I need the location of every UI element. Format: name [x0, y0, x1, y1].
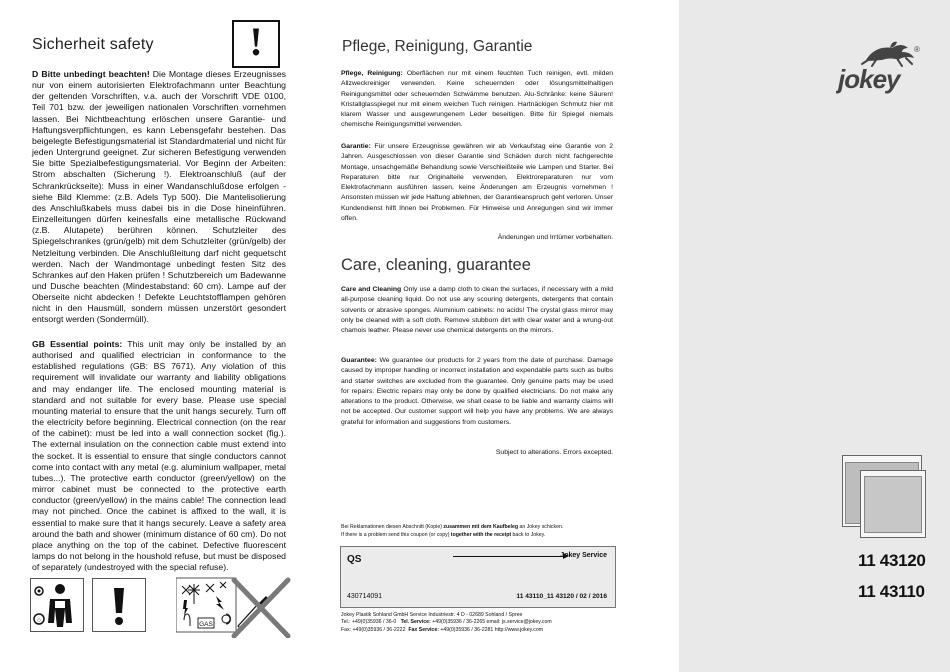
cover-panel [679, 0, 950, 672]
care-title-en: Care, cleaning, guarantee [341, 256, 531, 274]
qs-label: QS [347, 554, 362, 565]
care-text-de [341, 69, 613, 131]
qs-service-label: Jokey Service [560, 552, 607, 559]
care-body-en: Only use a damp cloth to clean the surfaces, if necessary with a mild all-purpose cleaning liquid. Do not use any scouring detergents, detergents that contain solvents or abrasive sponges. Aluminium cabinets: no acids! The crystal glass mirror may only be cleaned with a soft cloth. Remove stubborn dirt with clear water and a wrung-out chamois leather. Please never use chemical detergents on the mirrors. [341, 286, 613, 335]
safety-text-gb [32, 339, 286, 573]
safety-body-gb: This unit may only be installed by an authorised and qualified electrician in conformance to the established regulations (GB: BS 7671). Any violation of this requirement will invalidate our warranty and liability obligations and may endanger life. The enclosed mounting material is standard and not suitable for every base. Please use special mounting material to ensure that the unit hangs securely. Turn off the electricity before beginning. Electrical connection (on the rear of the cabinet): must be led into a wall connection socket (fig.). The external insulation on the connection cable must extend into the socket. It is essential to ensure that single conductors cannot come into contact with any metal (e.g. aluminium wallpaper, metal tubes...). The protective earth conductor (green/yellow) on the mirror cabinet must be connected to the protective earth conductor (green/yellow) in the mains cable! The connection lead may not pinched. Once the cabinet is affixed to the wall, it is essential to make sure that it hangs securely. Leave a safety area around the bath and shower (minimum distance of 60 cm). Do not place anything on the top of the cabinet. Defective fluorescent lamps do not belong in the houshold refuse, but must be disposed of separately (undestroyed with the special refuse). [32, 339, 286, 573]
qs-coupon [340, 546, 616, 608]
qs-number: 430714091 [347, 593, 383, 600]
changes-note-de: Änderungen und Irrtümer vorbehalten. [497, 234, 613, 241]
safety-text-de [32, 69, 286, 326]
coupon-line-en [341, 532, 615, 540]
guarantee-text-de [341, 142, 613, 224]
contact-tel-service-label: Tel. Service: [400, 619, 431, 626]
article-number-2: 11 43110 [858, 582, 925, 601]
guarantee-lead-de: Garantie: [341, 143, 371, 150]
safety-lead-gb: GB Essential points: [32, 339, 123, 349]
contact-tel-service: +49(0)35936 / 36-2265 email: js.service@jokey.com [430, 619, 552, 626]
warning-glyph: ! [249, 19, 263, 64]
coupon-de-text: Bei Reklamationen diesen Abschnitt (Kopie) [341, 524, 444, 530]
care-title-de: Pflege, Reinigung, Garantie [342, 38, 533, 55]
coupon-de-end: an Jokey schicken. [518, 524, 564, 530]
contact-address: Jokey Plastik Sohland GmbH Service Industriestr. 4 D - 02689 Sohland / Spree [341, 612, 523, 618]
jokey-logo [836, 38, 922, 94]
safety-lead-de: D Bitte unbedingt beachten! [32, 69, 150, 79]
safety-title: Sicherheit safety [32, 36, 154, 53]
exclamation-svg [93, 579, 145, 631]
guarantee-body-de: Für unsere Erzeugnisse gewähren wir ab Verkaufstag eine Garantie von 2 Jahren. Ausgeschlossen von dieser Garantie sind Schäden durch nicht fachgerechte Montage, unsachgemäße Behandlung sowie Verschleißteile wie Lampen und Starter. Bei Reparaturen bitte nur Originalteile verwenden, Elektroreparaturen nur vom Elektrofachmann ausführen lassen, keine Änderungen am Erzeugnis vornehmen ! Ansonsten müssen wir jede Haftung ablehnen, der Garantieanspruch geht verloren. Unser Kundendienst hilft Ihnen bei Problemen. Für Hinweise und Anregungen sind wir immer offen. [341, 143, 613, 223]
jokey-logo-svg [836, 38, 922, 94]
contact-fax-main: Fax: +49(0)35936 / 36-2222 [341, 626, 406, 633]
care-lead-en: Care and Cleaning [341, 286, 402, 293]
registered-mark: ® [914, 45, 920, 54]
contact-fax-service: +49(0)35936 / 36-2281 http://www.jokey.com [438, 626, 544, 633]
coupon-note [341, 524, 615, 539]
changes-note-en: Subject to alterations. Errors excepted. [495, 449, 613, 456]
cabinet-image-front [860, 470, 926, 538]
contact-fax-service-label: Fax Service: [408, 626, 439, 633]
contact-tel: Tel.: +49(0)35936 / 36-0 [341, 619, 397, 626]
care-lead-de: Pflege, Reinigung: [341, 70, 403, 77]
contact-info [341, 612, 617, 634]
coupon-en-bold: together with the receipt [450, 531, 512, 538]
no-drilling-icon [176, 574, 296, 634]
safety-body-de: Die Montage dieses Erzeugnisses nur von einem autorisierten Elektrofachmann unter Beachtung der geltenden Vorschriften, v.a. auch der Vorschrift VDE 0100, Teil 701 bzw. der jeweiligen nationalen Vorschriften vornehmen lassen. Bei Nichtbeachtung erlöschen unsere Garantie- und Haftungsverpflichtungen, es kann Lebensgefahr bestehen. Das beigelegte Befestigungsmaterial ist Standardmaterial und nicht für jeden Untergrund geeignet. Zur sicheren Befestigung verwenden Sie bitte Spezialbefestigungsmaterial. Vor Beginn der Arbeiten: Strom abschalten (Sicherung !). Elektroanschluß (auf der Schrankrückseite): Muss in einer Wandanschlußdose erfolgen - siehe Bild Klemme: (z.B. Adels Typ 500). Die Mantelisolierung des Anschlußkabels muss dabei bis in die Dose hineinführen. Einzelleitungen dürfen keinesfalls eine metallische Rückwand (z.B. Alutapete) berühren können. Schutzleiter des Spiegelschrankes (grün/gelb) mit dem Schutzleiter (grün/gelb) der Netzleitung verbinden. Die Anschlußleitung darf nicht gequetscht werden. Nach der Wandmontage unbedingt festen Sitz des Schrankes auf den Haken prüfen ! Schutzbereich um Badewanne und Dusche beachten (Mindestabstand: 60 cm). Lampe auf der Oberseite nicht abdecken ! Defekte Leuchtstofflampen gehören nicht in den Hausmüll, sondern müssen unzerstört gesondert entsorgt werden (Sondermüll). [32, 69, 286, 325]
contact-fax [341, 627, 617, 634]
logo-text: jokey [838, 64, 900, 94]
qs-arrow-line [453, 556, 565, 557]
coupon-en-text: If there is a problem send this coupon (or copy) [341, 531, 451, 538]
article-number-1: 11 43120 [858, 551, 926, 570]
warning-icon [232, 20, 280, 68]
care-body-de: Oberflächen nur mit einem feuchten Tuch reinigen, evtl. milden Allzweckreiniger verwenden. Keine scheuernden oder lösungsmittelhaltigen Reinigungsmittel oder scheuernden Schwämme benutzen. Alu-Schränke: keine Säuren! Kristallglasspiegel nur mit einem weichen Tuch reinigen. Hartnäckigen Schmutz hier mit klarem Wasser und ausgewrungenem Leder beseitigen. Bitte für Spiegel niemals chemische Reinigungsmittel verwenden. [341, 70, 614, 129]
no-drilling-svg [176, 574, 296, 638]
contact-phone [341, 619, 617, 626]
qs-code: 11 43110_11 43120 / 02 / 2016 [516, 593, 607, 600]
coupon-line-de [341, 524, 615, 532]
electrician-svg [31, 579, 83, 631]
gas-label: GAS [199, 621, 213, 628]
guarantee-text-en [341, 356, 613, 428]
warning-exclamation-icon [92, 578, 146, 632]
coupon-en-end: back to Jokey. [511, 531, 546, 538]
cabinet-mirror-front [864, 476, 922, 533]
svg-text:⌂: ⌂ [37, 617, 41, 624]
care-text-en [341, 285, 613, 336]
coupon-de-bold: zusammen mit dem Kaufbeleg [443, 524, 519, 530]
guarantee-lead-en: Guarantee: [341, 357, 377, 364]
guarantee-body-en: We guarantee our products for 2 years from the date of purchase. Damage caused by improper handling or incorrect installation and expendable parts such as bulbs and starter switches are excluded from the guarantee. Only genuine parts may be used for repairs. Electric repairs may only be done by qualified electricians. Do not make any alterations to the product. Otherwise, we shall cease to be liable and warranty claims will not be accepted. Our customer support will help you have any problems. We are always grateful for information and suggestions from customers. [341, 357, 613, 426]
electrician-icon [30, 578, 84, 632]
